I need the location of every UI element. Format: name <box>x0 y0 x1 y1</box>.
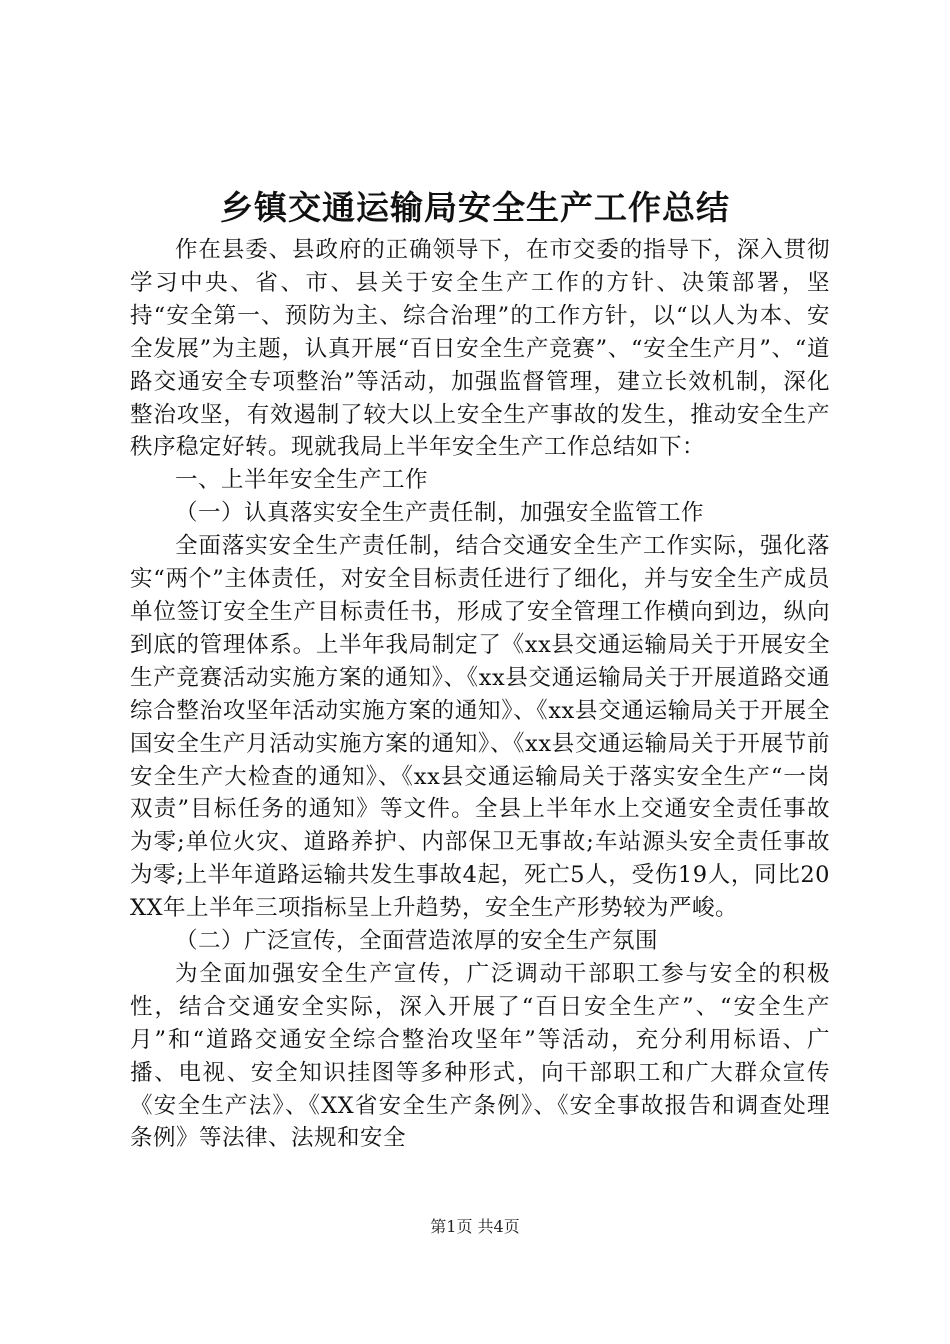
subsection-paragraph-1: 全面落实安全生产责任制，结合交通安全生产工作实际，强化落实“两个”主体责任，对安全目标责任进行了细化，并与安全生产成员单位签订安全生产目标责任书，形成了安全管理工作横向到边，纵向到底的管理体系。上半年我局制定了《xx县交通运输局关于开展安全生产竞赛活动实施方案的通知》、《xx县交通运输局关于开展道路交通综合整治攻坚年活动实施方案的通知》、《xx县交通运输局关于开展全国安全生产月活动实施方案的通知》、《xx县交通运输局关于开展节前安全生产大检查的通知》、《xx县交通运输局关于落实安全生产“一岗双责”目标任务的通知》等文件。全县上半年水上交通安全责任事故为零;单位火灾、道路养护、内部保卫无事故;车站源头安全责任事故为零;上半年道路运输共发生事故4起，死亡5人，受伤19人，同比20XX年上半年三项指标呈上升趋势，安全生产形势较为严峻。 <box>130 533 830 922</box>
document-body <box>130 234 830 1155</box>
subsection-heading-2: （二）广泛宣传，全面营造浓厚的安全生产氛围 <box>175 928 659 955</box>
document-title: 乡镇交通运输局安全生产工作总结 <box>220 188 730 227</box>
subsection-paragraph-2: 为全面加强安全生产宣传，广泛调动干部职工参与安全的积极性，结合交通安全实际，深入开展了“百日安全生产”、“安全生产月”和“道路交通安全综合整治攻坚年”等活动，充分利用标语、广播、电视、安全知识挂图等多种形式，向干部职工和广大群众宣传《安全生产法》、《XX省安全生产条例》、《安全事故报告和调查处理条例》等法律、法规和安全 <box>130 960 830 1152</box>
subsection-heading-1: （一）认真落实安全生产责任制，加强安全监管工作 <box>175 500 705 527</box>
section-heading: 一、上半年安全生产工作 <box>175 467 429 494</box>
intro-paragraph: 作在县委、县政府的正确领导下，在市交委的指导下，深入贯彻学习中央、省、市、县关于安全生产工作的方针、决策部署，坚持“安全第一、预防为主、综合治理”的工作方针，以“以人为本、安全发展”为主题，认真开展“百日安全生产竞赛”、“安全生产月”、“道路交通安全专项整治”等活动，加强监督管理，建立长效机制，深化整治攻坚，有效遏制了较大以上安全生产事故的发生，推动安全生产秩序稳定好转。现就我局上半年安全生产工作总结如下： <box>130 237 830 461</box>
page-number: 第1页 共4页 <box>430 1217 520 1236</box>
